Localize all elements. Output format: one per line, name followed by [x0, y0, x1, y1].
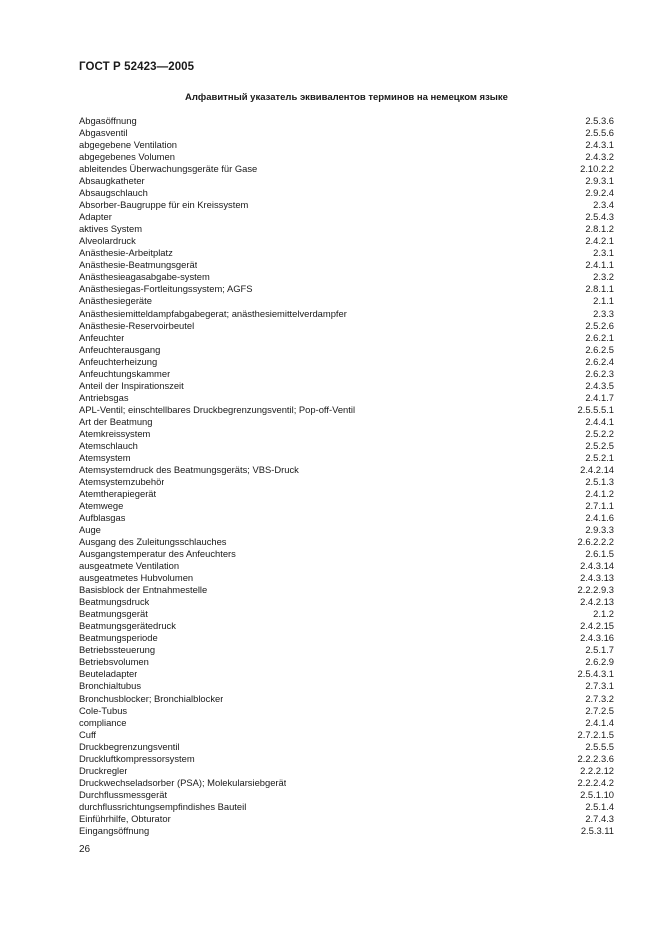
index-entry: [79, 259, 614, 271]
index-entry: [79, 175, 614, 187]
index-term: Art der Beatmung: [79, 415, 153, 427]
index-reference: 2.4.3.13: [580, 572, 614, 584]
index-term: APL-Ventil; einschtellbares Druckbegrenzungsventil; Pop-off-Ventil: [79, 403, 356, 415]
index-term: Betriebsvolumen: [79, 656, 149, 668]
index-entry: [79, 139, 614, 151]
index-entry: [79, 283, 614, 295]
index-term: Beatmungsgerät: [79, 608, 148, 620]
index-reference: 2.7.2.5: [585, 704, 614, 716]
index-entry: [79, 789, 614, 801]
index-entry: [79, 115, 614, 127]
index-entry: [79, 452, 614, 464]
index-entry: [79, 295, 614, 307]
index-reference: 2.4.2.13: [580, 596, 614, 608]
index-term: Anteil der Inspirationszeit: [79, 379, 184, 391]
index-entry: [79, 680, 614, 692]
index-term: Beatmungsperiode: [79, 632, 158, 644]
index-entry: [79, 705, 614, 717]
index-term: Basisblock der Entnahmestelle: [79, 584, 208, 596]
index-reference: 2.3.4: [593, 199, 614, 211]
index-reference: 2.5.2.2: [585, 427, 614, 439]
index-entry: [79, 620, 614, 632]
index-entry: [79, 187, 614, 199]
index-term: Anästhesiemitteldampfabgabegerat; anästhesiemittelverdampfer: [79, 307, 347, 319]
index-term: Cuff: [79, 728, 97, 740]
index-term: Durchflussmessgerät: [79, 788, 168, 800]
index-term: Anästhesieagasabgabe-system: [79, 271, 210, 283]
index-term: Druckwechseladsorber (PSA); Molekularsiebgerät: [79, 776, 287, 788]
index-term: Auge: [79, 524, 101, 536]
index-entry: [79, 765, 614, 777]
index-reference: 2.4.2.14: [580, 463, 614, 475]
index-term: Ausgang des Zuleitungsschlauches: [79, 536, 227, 548]
index-term: ausgeatmete Ventilation: [79, 560, 180, 572]
index-term: Absaugkatheter: [79, 175, 145, 187]
index-term: Atemwege: [79, 500, 124, 511]
index-term: Anästhesie-Reservoirbeutel: [79, 319, 195, 331]
index-entry: [79, 428, 614, 440]
index-reference: 2.5.4.3.1: [577, 668, 614, 680]
index-term: Beatmungsdruck: [79, 596, 150, 608]
index-term: Druckluftkompressorsystem: [79, 752, 195, 764]
index-entry: [79, 753, 614, 765]
index-reference: 2.2.2.12: [580, 764, 614, 776]
index-reference: 2.4.1.7: [585, 391, 614, 403]
index-term: abgegebenes Volumen: [79, 151, 175, 163]
index-term: abgegebene Ventilation: [79, 139, 178, 151]
index-reference: 2.4.3.5: [585, 379, 614, 391]
index-entry: [79, 656, 614, 668]
index-entry: [79, 356, 614, 368]
index-entry: [79, 813, 614, 825]
index-entry: [79, 632, 614, 644]
index-entry: [79, 500, 614, 512]
index-reference: 2.6.2.2.2: [577, 536, 614, 548]
index-reference: 2.10.2.2: [580, 163, 614, 175]
index-entry: [79, 548, 614, 560]
index-reference: 2.8.1.2: [585, 223, 614, 235]
index-entry: [79, 825, 614, 837]
index-term: Atemkreissystem: [79, 427, 151, 439]
index-reference: 2.5.3.6: [585, 115, 614, 126]
index-reference: 2.5.3.11: [580, 824, 614, 836]
index-reference: 2.6.1.5: [585, 548, 614, 560]
index-reference: 2.5.1.7: [585, 644, 614, 656]
index-entry: [79, 729, 614, 741]
index-term: Atemschlauch: [79, 439, 138, 451]
index-reference: 2.4.3.14: [580, 560, 614, 572]
index-term: Beatmungsgerätedruck: [79, 620, 176, 632]
index-entry: [79, 332, 614, 344]
index-entry: [79, 163, 614, 175]
index-reference: 2.2.2.9.3: [577, 584, 614, 596]
index-term: Betriebssteuerung: [79, 644, 156, 656]
index-reference: 2.4.1.6: [585, 512, 614, 524]
index-term: Ausgangstemperatur des Anfeuchters: [79, 548, 236, 560]
index-entry: [79, 777, 614, 789]
index-entry: [79, 404, 614, 416]
index-entry: [79, 488, 614, 500]
index-reference: 2.9.2.4: [585, 187, 614, 199]
index-reference: 2.7.4.3: [585, 812, 614, 824]
index-entry: [79, 247, 614, 259]
index-entry: [79, 127, 614, 139]
index-reference: 2.4.4.1: [585, 415, 614, 427]
index-term: Bronchusblocker; Bronchialblocker: [79, 692, 224, 704]
index-entry: [79, 536, 614, 548]
index-reference: 2.5.4.3: [585, 211, 614, 223]
index-entry: [79, 380, 614, 392]
index-term: Anästhesie-Beatmungsgerät: [79, 259, 198, 271]
index-term: Atemsystem: [79, 451, 131, 463]
index-term: Adapter: [79, 211, 112, 223]
index-reference: 2.3.2: [593, 271, 614, 283]
index-term: Abgasöffnung: [79, 115, 137, 126]
index-reference: 2.4.1.1: [585, 259, 614, 271]
index-reference: 2.4.2.1: [585, 235, 614, 247]
index-reference: 2.6.2.5: [585, 343, 614, 355]
index-entry: [79, 608, 614, 620]
index-entry: [79, 223, 614, 235]
index-reference: 2.5.1.4: [585, 800, 614, 812]
index-entry: [79, 440, 614, 452]
index-reference: 2.6.2.1: [585, 331, 614, 343]
index-term: Atemsystemzubehör: [79, 475, 165, 487]
index-term: Druckbegrenzungsventil: [79, 740, 180, 752]
index-term: Alveolardruck: [79, 235, 136, 247]
index-term: compliance: [79, 716, 127, 728]
index-term: Absorber-Baugruppe für ein Kreissystem: [79, 199, 249, 211]
alphabetical-index-list: [79, 115, 614, 837]
index-entry: [79, 476, 614, 488]
index-term: Anfeuchterausgang: [79, 343, 161, 355]
index-reference: 2.5.2.6: [585, 319, 614, 331]
page-number: 26: [79, 844, 91, 855]
section-title: Алфавитный указатель эквивалентов терминов на немецком языке: [185, 92, 508, 103]
index-term: Bronchialtubus: [79, 680, 142, 692]
index-entry: [79, 693, 614, 705]
index-reference: 2.4.1.2: [585, 487, 614, 499]
index-entry: [79, 151, 614, 163]
index-term: Anästhesiegas-Fortleitungssystem; AGFS: [79, 283, 253, 295]
index-reference: 2.7.3.2: [585, 692, 614, 704]
index-entry: [79, 512, 614, 524]
index-entry: [79, 668, 614, 680]
index-entry: [79, 717, 614, 729]
index-term: Anfeuchter: [79, 331, 125, 343]
index-term: Anästhesie-Arbeitplatz: [79, 247, 173, 259]
index-entry: [79, 271, 614, 283]
index-entry: [79, 801, 614, 813]
index-term: Absaugschlauch: [79, 187, 148, 199]
index-term: Abgasventil: [79, 127, 128, 139]
index-reference: 2.1.1: [593, 295, 614, 307]
index-reference: 2.5.5.5.1: [577, 403, 614, 415]
index-term: Anfeuchterheizung: [79, 355, 158, 367]
index-reference: 2.8.1.1: [585, 283, 614, 295]
index-term: aktives System: [79, 223, 143, 235]
index-entry: [79, 368, 614, 380]
index-term: ableitendes Überwachungsgeräte für Gase: [79, 163, 258, 175]
index-reference: 2.5.5.6: [585, 127, 614, 139]
index-term: Cole-Tubus: [79, 704, 128, 716]
index-entry: [79, 235, 614, 247]
index-entry: [79, 344, 614, 356]
index-entry: [79, 199, 614, 211]
index-reference: 2.5.2.1: [585, 451, 614, 463]
index-entry: [79, 572, 614, 584]
index-reference: 2.9.3.3: [585, 524, 614, 536]
document-standard-header: ГОСТ Р 52423—2005: [79, 61, 195, 73]
index-reference: 2.1.2: [593, 608, 614, 620]
index-reference: 2.7.2.1.5: [577, 728, 614, 740]
index-term: Druckregler: [79, 764, 128, 776]
index-reference: 2.9.3.1: [585, 175, 614, 187]
index-entry: [79, 211, 614, 223]
index-reference: 2.4.3.16: [580, 632, 614, 644]
index-term: Anfeuchtungskammer: [79, 367, 171, 379]
index-reference: 2.2.2.3.6: [577, 752, 614, 764]
index-entry: [79, 416, 614, 428]
index-reference: 2.6.2.3: [585, 367, 614, 379]
index-term: Aufblasgas: [79, 512, 126, 524]
index-entry: [79, 560, 614, 572]
index-reference: 2.5.1.10: [580, 788, 614, 800]
index-reference: 2.7.1.1: [585, 500, 614, 511]
index-reference: 2.3.3: [593, 307, 614, 319]
index-term: Eingangsöffnung: [79, 824, 150, 836]
index-entry: [79, 584, 614, 596]
index-term: durchflussrichtungsempfindishes Bauteil: [79, 800, 247, 812]
index-reference: 2.3.1: [593, 247, 614, 259]
index-reference: 2.5.5.5: [585, 740, 614, 752]
index-reference: 2.7.3.1: [585, 680, 614, 692]
index-reference: 2.4.3.2: [585, 151, 614, 163]
index-reference: 2.6.2.4: [585, 355, 614, 367]
index-entry: [79, 308, 614, 320]
index-entry: [79, 320, 614, 332]
index-entry: [79, 392, 614, 404]
index-term: Anästhesiegeräte: [79, 295, 152, 307]
index-entry: [79, 741, 614, 753]
index-term: ausgeatmetes Hubvolumen: [79, 572, 194, 584]
index-term: Einführhilfe, Obturator: [79, 812, 171, 824]
index-term: Beuteladapter: [79, 668, 138, 680]
index-reference: 2.4.3.1: [585, 139, 614, 151]
index-reference: 2.4.2.15: [580, 620, 614, 632]
index-term: Antriebsgas: [79, 391, 129, 403]
index-reference: 2.4.1.4: [585, 716, 614, 728]
index-entry: [79, 596, 614, 608]
index-term: Atemtherapiegerät: [79, 487, 157, 499]
index-reference: 2.2.2.4.2: [577, 776, 614, 788]
index-term: Atemsystemdruck des Beatmungsgeräts; VBS-Druck: [79, 463, 299, 475]
index-entry: [79, 524, 614, 536]
index-entry: [79, 644, 614, 656]
index-reference: 2.5.1.3: [585, 475, 614, 487]
index-entry: [79, 464, 614, 476]
index-reference: 2.5.2.5: [585, 439, 614, 451]
index-reference: 2.6.2.9: [585, 656, 614, 668]
